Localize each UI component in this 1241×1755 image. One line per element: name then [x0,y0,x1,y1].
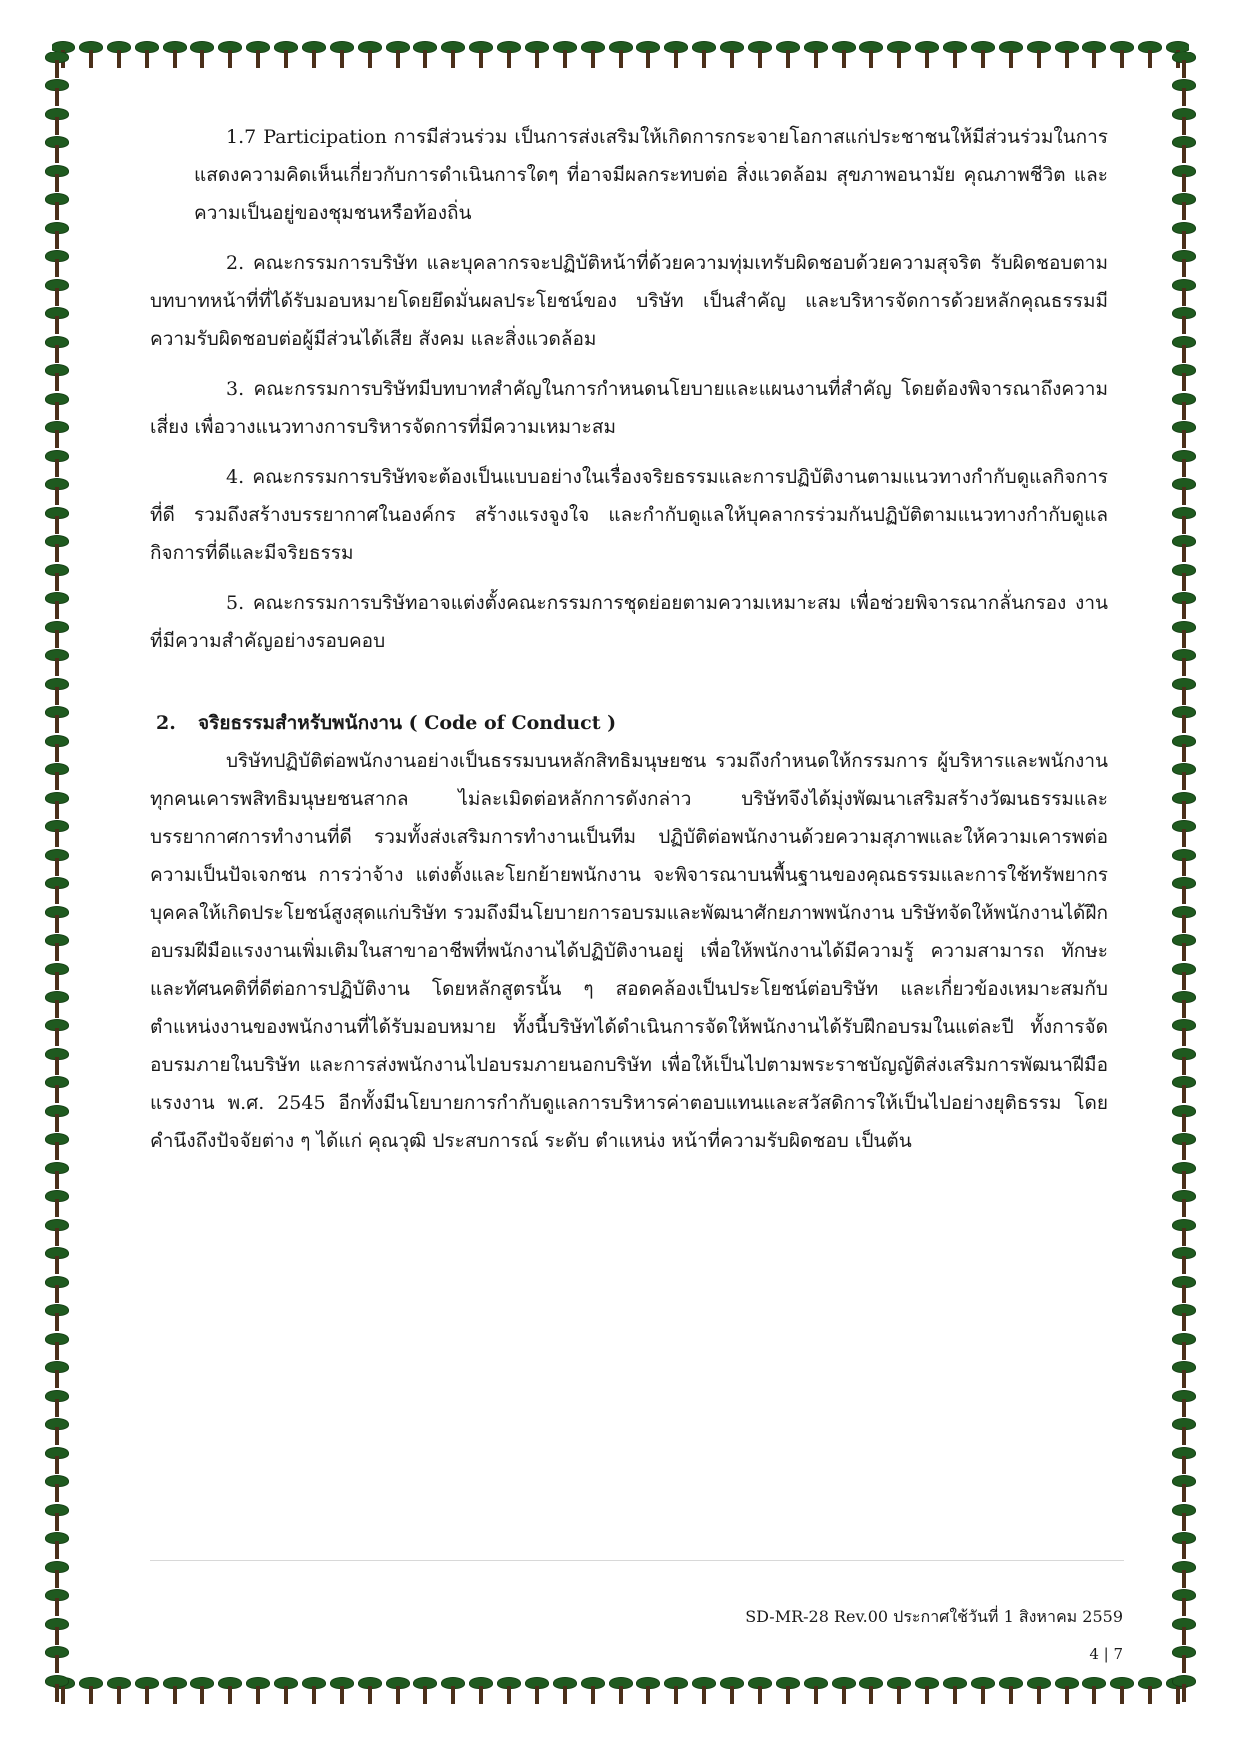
palm-tree-icon [1173,935,1195,961]
page-number: 4 | 7 [1089,1645,1123,1663]
palm-tree-icon [359,1678,381,1704]
palm-tree-icon [46,1590,68,1616]
palm-tree-icon [554,42,576,68]
palm-tree-icon [46,907,68,933]
palm-tree-icon [46,878,68,904]
palm-tree-icon [46,223,68,249]
palm-tree-icon [1000,1678,1022,1704]
palm-tree-icon [888,42,910,68]
palm-tree-icon [46,1362,68,1388]
border-left [42,52,72,1702]
palm-tree-icon [191,42,213,68]
palm-tree-icon [1173,1419,1195,1445]
palm-tree-icon [1173,1476,1195,1502]
palm-tree-icon [46,1077,68,1103]
palm-tree-icon [46,707,68,733]
palm-tree-icon [46,964,68,990]
palm-tree-icon [46,1533,68,1559]
palm-tree-icon [108,1678,130,1704]
palm-tree-icon [46,422,68,448]
palm-tree-icon [1173,1305,1195,1331]
palm-tree-icon [1173,508,1195,534]
palm-tree-icon [275,1678,297,1704]
palm-tree-icon [46,365,68,391]
palm-tree-icon [247,42,269,68]
palm-tree-icon [1173,451,1195,477]
footer-divider [150,1560,1124,1561]
palm-tree-icon [777,1678,799,1704]
palm-tree-icon [1173,194,1195,220]
palm-tree-icon [972,1678,994,1704]
palm-tree-icon [498,42,520,68]
palm-tree-icon [331,42,353,68]
palm-tree-icon [916,42,938,68]
palm-tree-icon [1028,1678,1050,1704]
palm-tree-icon [46,622,68,648]
palm-tree-icon [944,42,966,68]
palm-tree-icon [46,1020,68,1046]
palm-tree-icon [554,1678,576,1704]
palm-tree-icon [1173,1134,1195,1160]
palm-tree-icon [1173,622,1195,648]
palm-tree-icon [1173,707,1195,733]
section-2-title: จริยธรรมสำหรับพนักงาน ( Code of Conduct ) [198,712,617,734]
palm-tree-icon [46,1647,68,1673]
paragraph-2: 2. คณะกรรมการบริษัท และบุคลากรจะปฏิบัติหน้าที่ด้วยความทุ่มเทรับผิดชอบด้วยความสุจริต รับผิดชอบตามบทบาทหน้าที่ที่ได้รับมอบหมายโดยยึดมั่นผลประโยชน์ของ บริษัท เป็นสำคัญ และบริหารจัดการด้วยหลักคุณธรรมมีความรับผิดชอบต่อผู้มีส่วนได้เสีย สังคม และสิ่งแวดล้อม [150,252,1108,350]
palm-tree-icon [46,1419,68,1445]
palm-tree-icon [46,1220,68,1246]
palm-tree-icon [46,821,68,847]
palm-tree-icon [247,1678,269,1704]
palm-tree-icon [46,1619,68,1645]
palm-tree-icon [944,1678,966,1704]
palm-tree-icon [46,764,68,790]
palm-tree-icon [693,42,715,68]
palm-tree-icon [972,42,994,68]
palm-tree-icon [1111,1678,1133,1704]
palm-tree-icon [46,1248,68,1274]
palm-tree-icon [1173,964,1195,990]
palm-tree-icon [1173,1562,1195,1588]
palm-tree-icon [526,42,548,68]
palm-tree-icon [526,1678,548,1704]
palm-tree-icon [721,1678,743,1704]
palm-tree-icon [442,42,464,68]
section-2-number: 2. [156,712,176,734]
palm-tree-icon [46,394,68,420]
palm-tree-icon [1173,1049,1195,1075]
palm-tree-icon [1173,1163,1195,1189]
palm-tree-icon [46,850,68,876]
palm-tree-icon [860,42,882,68]
palm-tree-icon [46,593,68,619]
palm-tree-icon [136,42,158,68]
palm-tree-icon [1173,337,1195,363]
palm-tree-icon [1173,223,1195,249]
palm-tree-icon [164,1678,186,1704]
palm-tree-icon [359,42,381,68]
palm-tree-icon [749,1678,771,1704]
palm-tree-icon [1173,1391,1195,1417]
palm-tree-icon [582,42,604,68]
palm-tree-icon [46,1448,68,1474]
palm-tree-icon [46,992,68,1018]
palm-tree-icon [1139,1678,1161,1704]
palm-tree-icon [442,1678,464,1704]
palm-tree-icon [1056,1678,1078,1704]
palm-tree-icon [46,1391,68,1417]
palm-tree-icon [1173,1077,1195,1103]
palm-tree-icon [1173,1505,1195,1531]
palm-tree-icon [637,42,659,68]
palm-tree-icon [46,479,68,505]
palm-tree-icon [303,42,325,68]
palm-tree-icon [46,251,68,277]
palm-tree-icon [1173,1248,1195,1274]
palm-tree-icon [46,935,68,961]
palm-tree-icon [46,1676,68,1702]
palm-tree-icon [80,1678,102,1704]
palm-tree-icon [1173,394,1195,420]
palm-tree-icon [1173,593,1195,619]
palm-tree-icon [1028,42,1050,68]
palm-tree-icon [1173,1676,1195,1702]
palm-tree-icon [582,1678,604,1704]
palm-tree-icon [860,1678,882,1704]
palm-tree-icon [1173,109,1195,135]
palm-tree-icon [1173,80,1195,106]
border-top [52,40,1189,70]
palm-tree-icon [1173,52,1195,78]
palm-tree-icon [46,80,68,106]
palm-tree-icon [1083,1678,1105,1704]
palm-tree-icon [136,1678,158,1704]
palm-tree-icon [1173,1647,1195,1673]
palm-tree-icon [1173,308,1195,334]
palm-tree-icon [46,194,68,220]
palm-tree-icon [1139,42,1161,68]
palm-tree-icon [46,1277,68,1303]
palm-tree-icon [46,451,68,477]
palm-tree-icon [46,679,68,705]
palm-tree-icon [414,1678,436,1704]
palm-tree-icon [1173,878,1195,904]
palm-tree-icon [1173,764,1195,790]
paragraph-3: 3. คณะกรรมการบริษัทมีบทบาทสำคัญในการกำหนดนโยบายและแผนงานที่สำคัญ โดยต้องพิจารณาถึงความเสี่ยง เพื่อวางแนวทางการบริหารจัดการที่มีความเหมาะสม [150,378,1108,438]
palm-tree-icon [46,280,68,306]
palm-tree-icon [665,42,687,68]
palm-tree-icon [1173,1020,1195,1046]
palm-tree-icon [1173,1334,1195,1360]
palm-tree-icon [1083,42,1105,68]
palm-tree-icon [46,1476,68,1502]
palm-tree-icon [833,42,855,68]
palm-tree-icon [1173,1191,1195,1217]
palm-tree-icon [610,42,632,68]
palm-tree-icon [1173,1106,1195,1132]
palm-tree-icon [1173,1533,1195,1559]
palm-tree-icon [191,1678,213,1704]
palm-tree-icon [1173,1619,1195,1645]
palm-tree-icon [1173,1277,1195,1303]
palm-tree-icon [46,736,68,762]
palm-tree-icon [219,42,241,68]
palm-tree-icon [1173,166,1195,192]
palm-tree-icon [1173,679,1195,705]
document-reference: SD-MR-28 Rev.00 ประกาศใช้วันที่ 1 สิงหาคม 2559 [745,1607,1123,1626]
palm-tree-icon [46,1191,68,1217]
palm-tree-icon [1173,907,1195,933]
palm-tree-icon [414,42,436,68]
palm-tree-icon [331,1678,353,1704]
palm-tree-icon [888,1678,910,1704]
palm-tree-icon [46,565,68,591]
palm-tree-icon [46,1049,68,1075]
palm-tree-icon [46,1134,68,1160]
palm-tree-icon [1111,42,1133,68]
section-2-body: บริษัทปฏิบัติต่อพนักงานอย่างเป็นธรรมบนหลักสิทธิมนุษยชน รวมถึงกำหนดให้กรรมการ ผู้บริหารและพนักงานทุกคนเคารพสิทธิมนุษยชนสากล ไม่ละเมิดต่อหลักการดังกล่าว บริษัทจึงได้มุ่งพัฒนาเสริมสร้างวัฒนธรรมและบรรยากาศการทำงานที่ดี รวมทั้งส่งเสริมการทำงานเป็นทีม ปฏิบัติต่อพนักงานด้วยความสุภาพและให้ความเคารพต่อความเป็นปัจเจกชน การว่าจ้าง แต่งตั้งและโยกย้ายพนักงาน จะพิจารณาบนพื้นฐานของคุณธรรมและการใช้ทรัพยากรบุคคลให้เกิดประโยชน์สูงสุดแก่บริษัท รวมถึงมีนโยบายการอบรมและพัฒนาศักยภาพพนักงาน บริษัทจัดให้พนักงานได้ฝึกอบรมฝีมือแรงงานเพิ่มเติมในสาขาอาชีพที่พนักงานได้ปฏิบัติงานอยู่ เพื่อให้พนักงานได้มีความรู้ ความสามารถ ทักษะ และทัศนคติที่ดีต่อการปฏิบัติงาน โดยหลักสูตรนั้น ๆ สอดคล้องเป็นประโยชน์ต่อบริษัท และเกี่ยวข้องเหมาะสมกับตำแหน่งงานของพนักงานที่ได้รับมอบหมาย ทั้งนี้บริษัทได้ดำเนินการจัดให้พนักงานได้รับฝึกอบรมในแต่ละปี ทั้งการจัดอบรมภายในบริษัท และการส่งพนักงานไปอบรมภายนอกบริษัท เพื่อให้เป็นไปตามพระราชบัญญัติส่งเสริมการพัฒนาฝีมือแรงงาน พ.ศ. 2545 อีกทั้งมีนโยบายการกำกับดูแลการบริหารค่าตอบแทนและสวัสดิการให้เป็นไปอย่างยุติธรรม โดยคำนึงถึงปัจจัยต่าง ๆ ได้แก่ คุณวุฒิ ประสบการณ์ ระดับ ตำแหน่ง หน้าที่ความรับผิดชอบ เป็นต้น [150,750,1108,1152]
palm-tree-icon [470,1678,492,1704]
paragraph-1-7: 1.7 Participation การมีส่วนร่วม เป็นการส่งเสริมให้เกิดการกระจายโอกาสแก่ประชาชนให้มีส่วนร่วมในการแสดงความคิดเห็นเกี่ยวกับการดำเนินการใดๆ ที่อาจมีผลกระทบต่อ สิ่งแวดล้อม สุขภาพอนามัย คุณภาพชีวิต และความเป็นอยู่ของชุมชนหรือท้องถิ่น [194,126,1108,224]
palm-tree-icon [1173,479,1195,505]
palm-tree-icon [805,1678,827,1704]
palm-tree-icon [108,42,130,68]
palm-tree-icon [1173,1220,1195,1246]
palm-tree-icon [46,1106,68,1132]
border-right [1169,52,1199,1702]
palm-tree-icon [1173,251,1195,277]
palm-tree-icon [46,1334,68,1360]
palm-tree-icon [610,1678,632,1704]
palm-tree-icon [275,42,297,68]
border-bottom [52,1676,1189,1706]
palm-tree-icon [387,42,409,68]
palm-tree-icon [46,1305,68,1331]
palm-tree-icon [1000,42,1022,68]
palm-tree-icon [721,42,743,68]
palm-tree-icon [1173,821,1195,847]
palm-tree-icon [46,52,68,78]
palm-tree-icon [46,166,68,192]
palm-tree-icon [303,1678,325,1704]
document-body [150,118,1108,1172]
palm-tree-icon [1173,1448,1195,1474]
palm-tree-icon [1173,793,1195,819]
palm-tree-icon [387,1678,409,1704]
palm-tree-icon [637,1678,659,1704]
palm-tree-icon [833,1678,855,1704]
palm-tree-icon [1173,1590,1195,1616]
palm-tree-icon [80,42,102,68]
palm-tree-icon [219,1678,241,1704]
palm-tree-icon [1173,992,1195,1018]
palm-tree-icon [46,536,68,562]
palm-tree-icon [46,650,68,676]
palm-tree-icon [164,42,186,68]
paragraph-4: 4. คณะกรรมการบริษัทจะต้องเป็นแบบอย่างในเรื่องจริยธรรมและการปฏิบัติงานตามแนวทางกำกับดูแลกิจการที่ดี รวมถึงสร้างบรรยากาศในองค์กร สร้างแรงจูงใจ และกำกับดูแลให้บุคลากรร่วมกันปฏิบัติตามแนวทางกำกับดูแลกิจการที่ดีและมีจริยธรรม [150,466,1108,564]
palm-tree-icon [46,308,68,334]
palm-tree-icon [777,42,799,68]
palm-tree-icon [1173,565,1195,591]
palm-tree-icon [46,793,68,819]
palm-tree-icon [1056,42,1078,68]
palm-tree-icon [916,1678,938,1704]
palm-tree-icon [1173,536,1195,562]
palm-tree-icon [1173,650,1195,676]
palm-tree-icon [749,42,771,68]
palm-tree-icon [1173,280,1195,306]
palm-tree-icon [1173,422,1195,448]
section-2-heading [150,704,1108,742]
palm-tree-icon [693,1678,715,1704]
palm-tree-icon [498,1678,520,1704]
palm-tree-icon [46,1562,68,1588]
palm-tree-icon [46,1505,68,1531]
palm-tree-icon [1173,365,1195,391]
palm-tree-icon [1173,1362,1195,1388]
palm-tree-icon [1173,850,1195,876]
palm-tree-icon [470,42,492,68]
palm-tree-icon [46,337,68,363]
palm-tree-icon [1173,736,1195,762]
palm-tree-icon [46,137,68,163]
palm-tree-icon [46,109,68,135]
paragraph-5: 5. คณะกรรมการบริษัทอาจแต่งตั้งคณะกรรมการชุดย่อยตามความเหมาะสม เพื่อช่วยพิจารณากลั่นกรอง งานที่มีความสำคัญอย่างรอบคอบ [150,592,1108,652]
palm-tree-icon [46,1163,68,1189]
palm-tree-icon [1173,137,1195,163]
palm-tree-icon [665,1678,687,1704]
palm-tree-icon [805,42,827,68]
palm-tree-icon [46,508,68,534]
